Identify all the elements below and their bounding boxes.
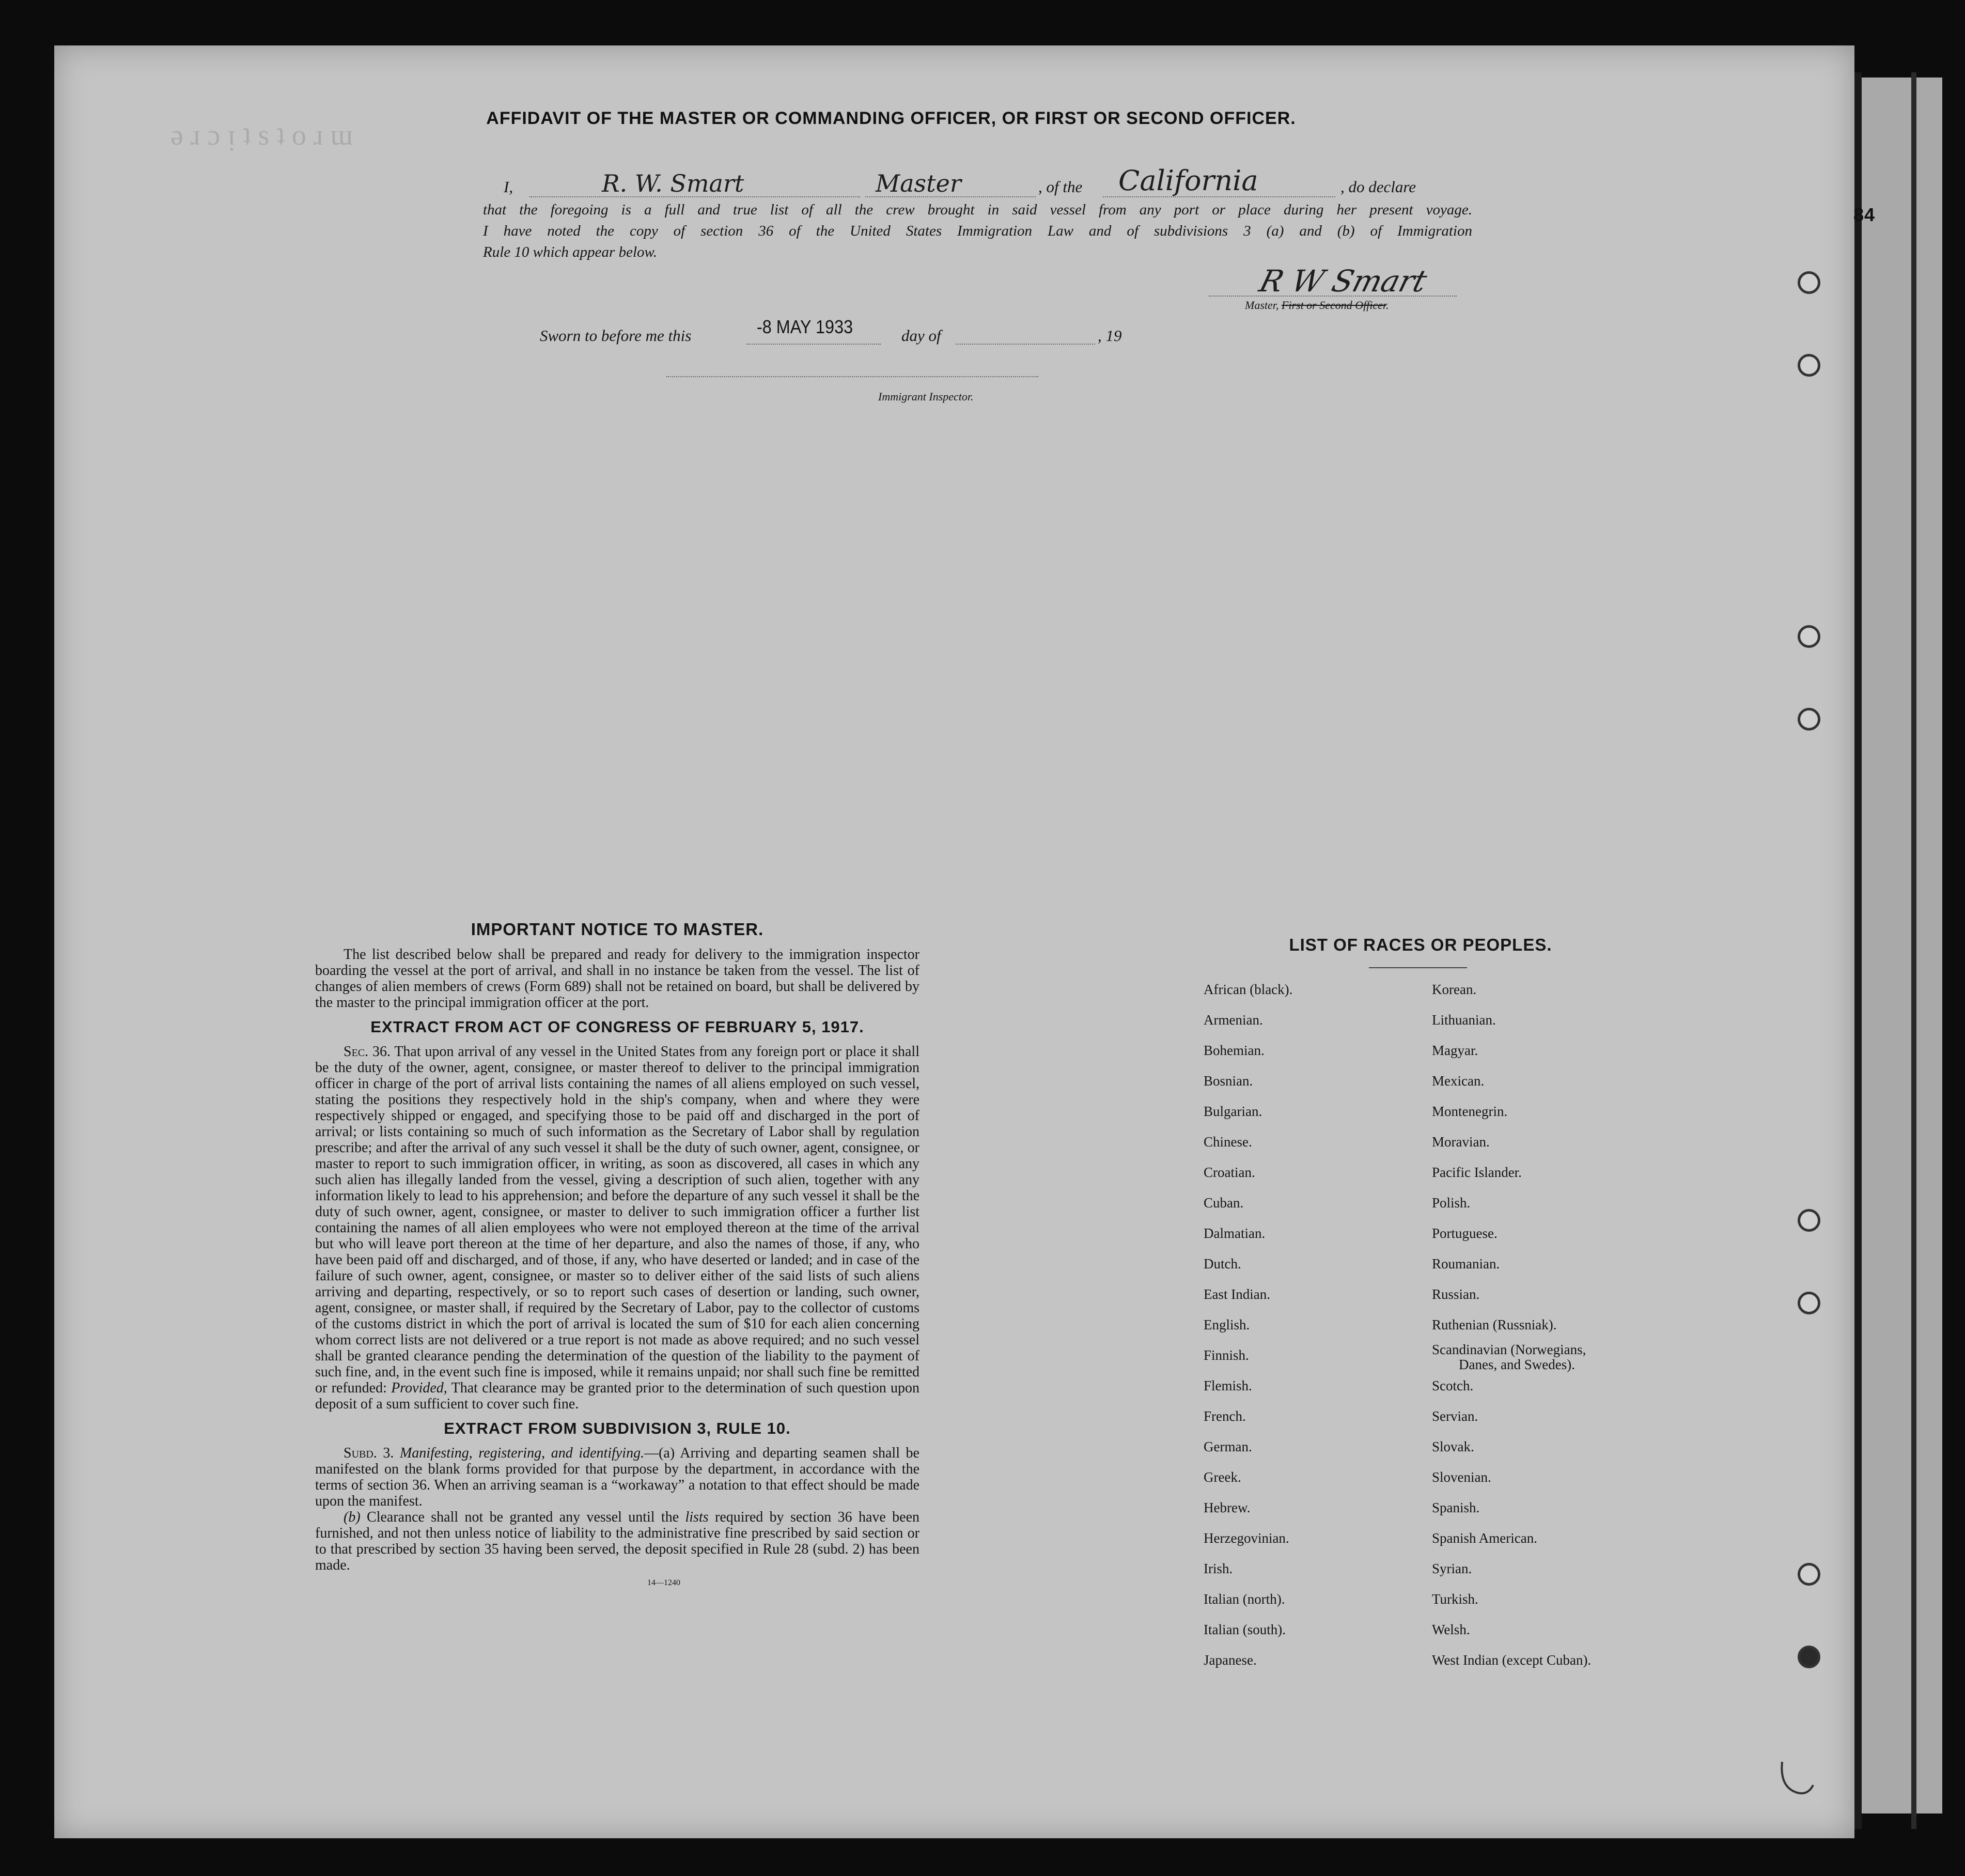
race-item: Montenegrin. bbox=[1432, 1104, 1508, 1119]
race-item: Italian (north). bbox=[1204, 1591, 1285, 1607]
punch-hole bbox=[1798, 271, 1820, 294]
month-underline bbox=[956, 344, 1095, 345]
left-column bbox=[315, 920, 919, 1588]
year-prefix-label: , 19 bbox=[1098, 327, 1122, 345]
rank-handwritten: Master bbox=[876, 169, 961, 197]
i-label: I, bbox=[504, 178, 513, 196]
section-label: Sec. 36. bbox=[344, 1044, 391, 1060]
lists-word: lists bbox=[685, 1509, 709, 1525]
race-item: Mexican. bbox=[1432, 1073, 1485, 1089]
race-item: East Indian. bbox=[1204, 1286, 1270, 1302]
race-item: German. bbox=[1204, 1439, 1252, 1454]
page-number: 84 bbox=[1853, 204, 1876, 225]
race-item: Finnish. bbox=[1204, 1347, 1249, 1363]
race-item: Italian (south). bbox=[1204, 1622, 1286, 1637]
subd-body-a: Arriving and departing seamen shall be manifested on the blank forms provided for that purpose by the department, in accordance with the terms of section 36. When an arriving seaman is a “workaway” a notation to that effect should be made upon the manifest. bbox=[315, 1445, 919, 1509]
race-item: Hebrew. bbox=[1204, 1500, 1251, 1515]
race-item: Roumanian. bbox=[1432, 1256, 1500, 1272]
race-item: Ruthenian (Russniak). bbox=[1432, 1317, 1557, 1332]
subd-b-label: (b) bbox=[344, 1509, 361, 1525]
race-item: Slovak. bbox=[1432, 1439, 1474, 1454]
page-edge-stripe bbox=[1854, 72, 1862, 1829]
subd-body-b2: required by section 36 have been furnished, and not then unless notice of liability to the administrative fine prescribed by said section or to that prescribed by section 35 having been served, the deposit specified in Rule 28 (subd. 2) has been made. bbox=[315, 1509, 920, 1573]
punch-hole bbox=[1798, 625, 1820, 648]
affidavit-text-line-2: I have noted the copy of section 36 of the United States Immigration Law and of subdivisions 3 (a) and (b) of Immigration bbox=[483, 223, 1472, 239]
race-item: Japanese. bbox=[1204, 1652, 1257, 1668]
punch-hole bbox=[1798, 1563, 1820, 1586]
race-item: Slovenian. bbox=[1432, 1469, 1491, 1485]
subd-title: Manifesting, registering, and identifying. bbox=[399, 1445, 645, 1461]
race-item: Welsh. bbox=[1432, 1622, 1470, 1637]
race-item: English. bbox=[1204, 1317, 1250, 1332]
subd-dash-a: —(a) bbox=[644, 1445, 675, 1461]
inspector-caption: Immigrant Inspector. bbox=[878, 390, 974, 403]
race-item: African (black). bbox=[1204, 982, 1293, 997]
race-item: Magyar. bbox=[1432, 1043, 1478, 1058]
race-item: Bulgarian. bbox=[1204, 1104, 1262, 1119]
punch-hole bbox=[1798, 1209, 1820, 1232]
race-item: Portuguese. bbox=[1432, 1226, 1498, 1241]
race-item: Polish. bbox=[1432, 1195, 1471, 1211]
race-item: Croatian. bbox=[1204, 1165, 1255, 1180]
race-item: Bohemian. bbox=[1204, 1043, 1265, 1058]
races-heading-rule bbox=[1369, 967, 1467, 968]
race-item: Flemish. bbox=[1204, 1378, 1252, 1393]
sworn-label: Sworn to before me this bbox=[540, 327, 692, 345]
race-item: French. bbox=[1204, 1408, 1246, 1424]
signature-caption-master: Master, bbox=[1245, 299, 1279, 312]
vessel-name-handwritten: California bbox=[1118, 164, 1258, 197]
race-item: Scotch. bbox=[1432, 1378, 1474, 1393]
provided-word: Provided, bbox=[391, 1380, 447, 1396]
notice-heading: IMPORTANT NOTICE TO MASTER. bbox=[471, 920, 764, 939]
signature-handwritten: R W Smart bbox=[1255, 263, 1431, 299]
section-36-text bbox=[315, 1044, 919, 1412]
section-body-b: That clearance may be granted prior to the determination of such question upon deposit of a sum sufficient to cover such fine. bbox=[315, 1380, 920, 1412]
race-item: Irish. bbox=[1204, 1561, 1233, 1576]
section-body-a: That upon arrival of any vessel in the United States from any foreign port or place it shall be the duty of the owner, agent, consignee, or master thereof to deliver to the principal immigration officer in charge of the port of arrival lists containing the names of all aliens employed on such vessel, stating the positions they respectively hold in the ship's company, when and where they were respectively shipped or engaged, and specifying those to be paid off and discharged in the port of arrival; or lists containing so much of such information as the Secretary of Labor shall by regulation prescribe; and after the arrival of any such vessel it shall be the duty of such owner, agent, consignee, or master to report to such immigration officer, in writing, as soon as discovered, all cases in which any such alien has illegally landed from the vessel, giving a description of such alien, together with any information likely to lead to his apprehension; and before the departure of any such vessel it shall be the duty of such owner, agent, consignee, or master to deliver to such immigration officer a further list containing the names of all alien employees who were not employed thereon at the time of the arrival but who will leave port thereon at the time of her departure, and also the names of those, if any, who have been paid off and discharged, and of those, if any, who have deserted or landed; and in case of the failure of such owner, agent, consignee, or master so to deliver either of the said lists of such aliens arriving and departing, respectively, or so to report such cases of desertion or landing, such owner, agent, consignee, or master shall, if required by the Secretary of Labor, pay to the collector of customs of the customs district in which the port of arrival is located the sum of $10 for each alien concerning whom correct lists are not delivered or a true report is not made as above required; and no such vessel shall be granted clearance pending the determination of the question of the liability to the payment of such fine, and, in the event such fine is imposed, while it remains unpaid; nor shall such fine be remitted or refunded: bbox=[315, 1044, 919, 1396]
race-item: Spanish American. bbox=[1432, 1530, 1537, 1546]
extract-act-heading: EXTRACT FROM ACT OF CONGRESS OF FEBRUARY 5, 1917. bbox=[370, 1018, 864, 1036]
inspector-signature-line bbox=[666, 376, 1038, 377]
races-right-column bbox=[1432, 982, 1701, 1679]
affidavit-declaration-line bbox=[483, 164, 1475, 201]
race-item: Scandinavian (Norwegians, bbox=[1432, 1342, 1586, 1357]
do-declare-label: , do declare bbox=[1340, 178, 1416, 196]
race-item: Korean. bbox=[1432, 982, 1477, 997]
punch-hole bbox=[1798, 1292, 1820, 1314]
race-item: Armenian. bbox=[1204, 1012, 1263, 1028]
race-item: Syrian. bbox=[1432, 1561, 1472, 1576]
punch-hole bbox=[1798, 1646, 1820, 1668]
signature-line bbox=[1209, 296, 1457, 297]
form-number: 14—1240 bbox=[647, 1578, 680, 1587]
subd-label: Subd. 3. bbox=[344, 1445, 394, 1461]
vessel-underline bbox=[1103, 196, 1335, 197]
signature-caption bbox=[1245, 299, 1389, 312]
notice-text: The list described below shall be prepared and ready for delivery to the immigration inspector boarding the vessel at the port of arrival, and shall in no instance be taken from the vessel. The list of changes of alien members of crews (Form 689) shall not be retained on board, but shall be delivered by the master to the principal immigration officer at the port. bbox=[315, 947, 919, 1011]
affidavit-text-line-3: Rule 10 which appear below. bbox=[483, 244, 657, 260]
race-item: Servian. bbox=[1432, 1408, 1478, 1424]
race-item: Cuban. bbox=[1204, 1195, 1244, 1211]
race-item: Dutch. bbox=[1204, 1256, 1241, 1272]
page-edge-stripe bbox=[1911, 72, 1916, 1829]
master-name-handwritten: R. W. Smart bbox=[602, 169, 744, 197]
race-item: West Indian (except Cuban). bbox=[1432, 1652, 1592, 1668]
race-item: Lithuanian. bbox=[1432, 1012, 1496, 1028]
subdivision-b-text bbox=[315, 1509, 919, 1573]
day-of-label: day of bbox=[901, 327, 941, 345]
race-item: Turkish. bbox=[1432, 1591, 1478, 1607]
signature-caption-struck: First or Second Officer bbox=[1281, 299, 1386, 312]
race-item: Herzegovinian. bbox=[1204, 1530, 1289, 1546]
rank-underline bbox=[865, 196, 1036, 197]
affidavit-text-line-1: that the foregoing is a full and true list of all the crew brought in said vessel from any port or place during her present voyage. bbox=[483, 201, 1472, 218]
signature-caption-end: . bbox=[1386, 299, 1389, 312]
punch-hole bbox=[1798, 354, 1820, 377]
punch-hole bbox=[1798, 708, 1820, 731]
race-item: Bosnian. bbox=[1204, 1073, 1253, 1089]
race-item: Chinese. bbox=[1204, 1134, 1252, 1150]
race-item: Danes, and Swedes). bbox=[1459, 1357, 1575, 1372]
sworn-date-underline bbox=[746, 344, 881, 345]
race-item: Spanish. bbox=[1432, 1500, 1480, 1515]
race-item: Moravian. bbox=[1432, 1134, 1490, 1150]
race-item: Russian. bbox=[1432, 1286, 1480, 1302]
races-left-column bbox=[1204, 982, 1421, 1679]
races-heading: LIST OF RACES OR PEOPLES. bbox=[1289, 935, 1552, 954]
subd-body-b1: Clearance shall not be granted any vessel until the bbox=[367, 1509, 679, 1525]
race-item: Greek. bbox=[1204, 1469, 1241, 1485]
affidavit-title: AFFIDAVIT OF THE MASTER OR COMMANDING OFFICER, OR FIRST OR SECOND OFFICER. bbox=[486, 108, 1296, 128]
race-item: Pacific Islander. bbox=[1432, 1165, 1522, 1180]
extract-rule-heading: EXTRACT FROM SUBDIVISION 3, RULE 10. bbox=[444, 1419, 791, 1437]
subdivision-a-text bbox=[315, 1445, 919, 1509]
pencil-mark bbox=[1777, 1757, 1818, 1803]
race-item: Dalmatian. bbox=[1204, 1226, 1266, 1241]
name-underline bbox=[529, 196, 860, 197]
sworn-date-stamp: -8 MAY 1933 bbox=[757, 316, 853, 337]
of-the-label: , of the bbox=[1038, 178, 1083, 196]
